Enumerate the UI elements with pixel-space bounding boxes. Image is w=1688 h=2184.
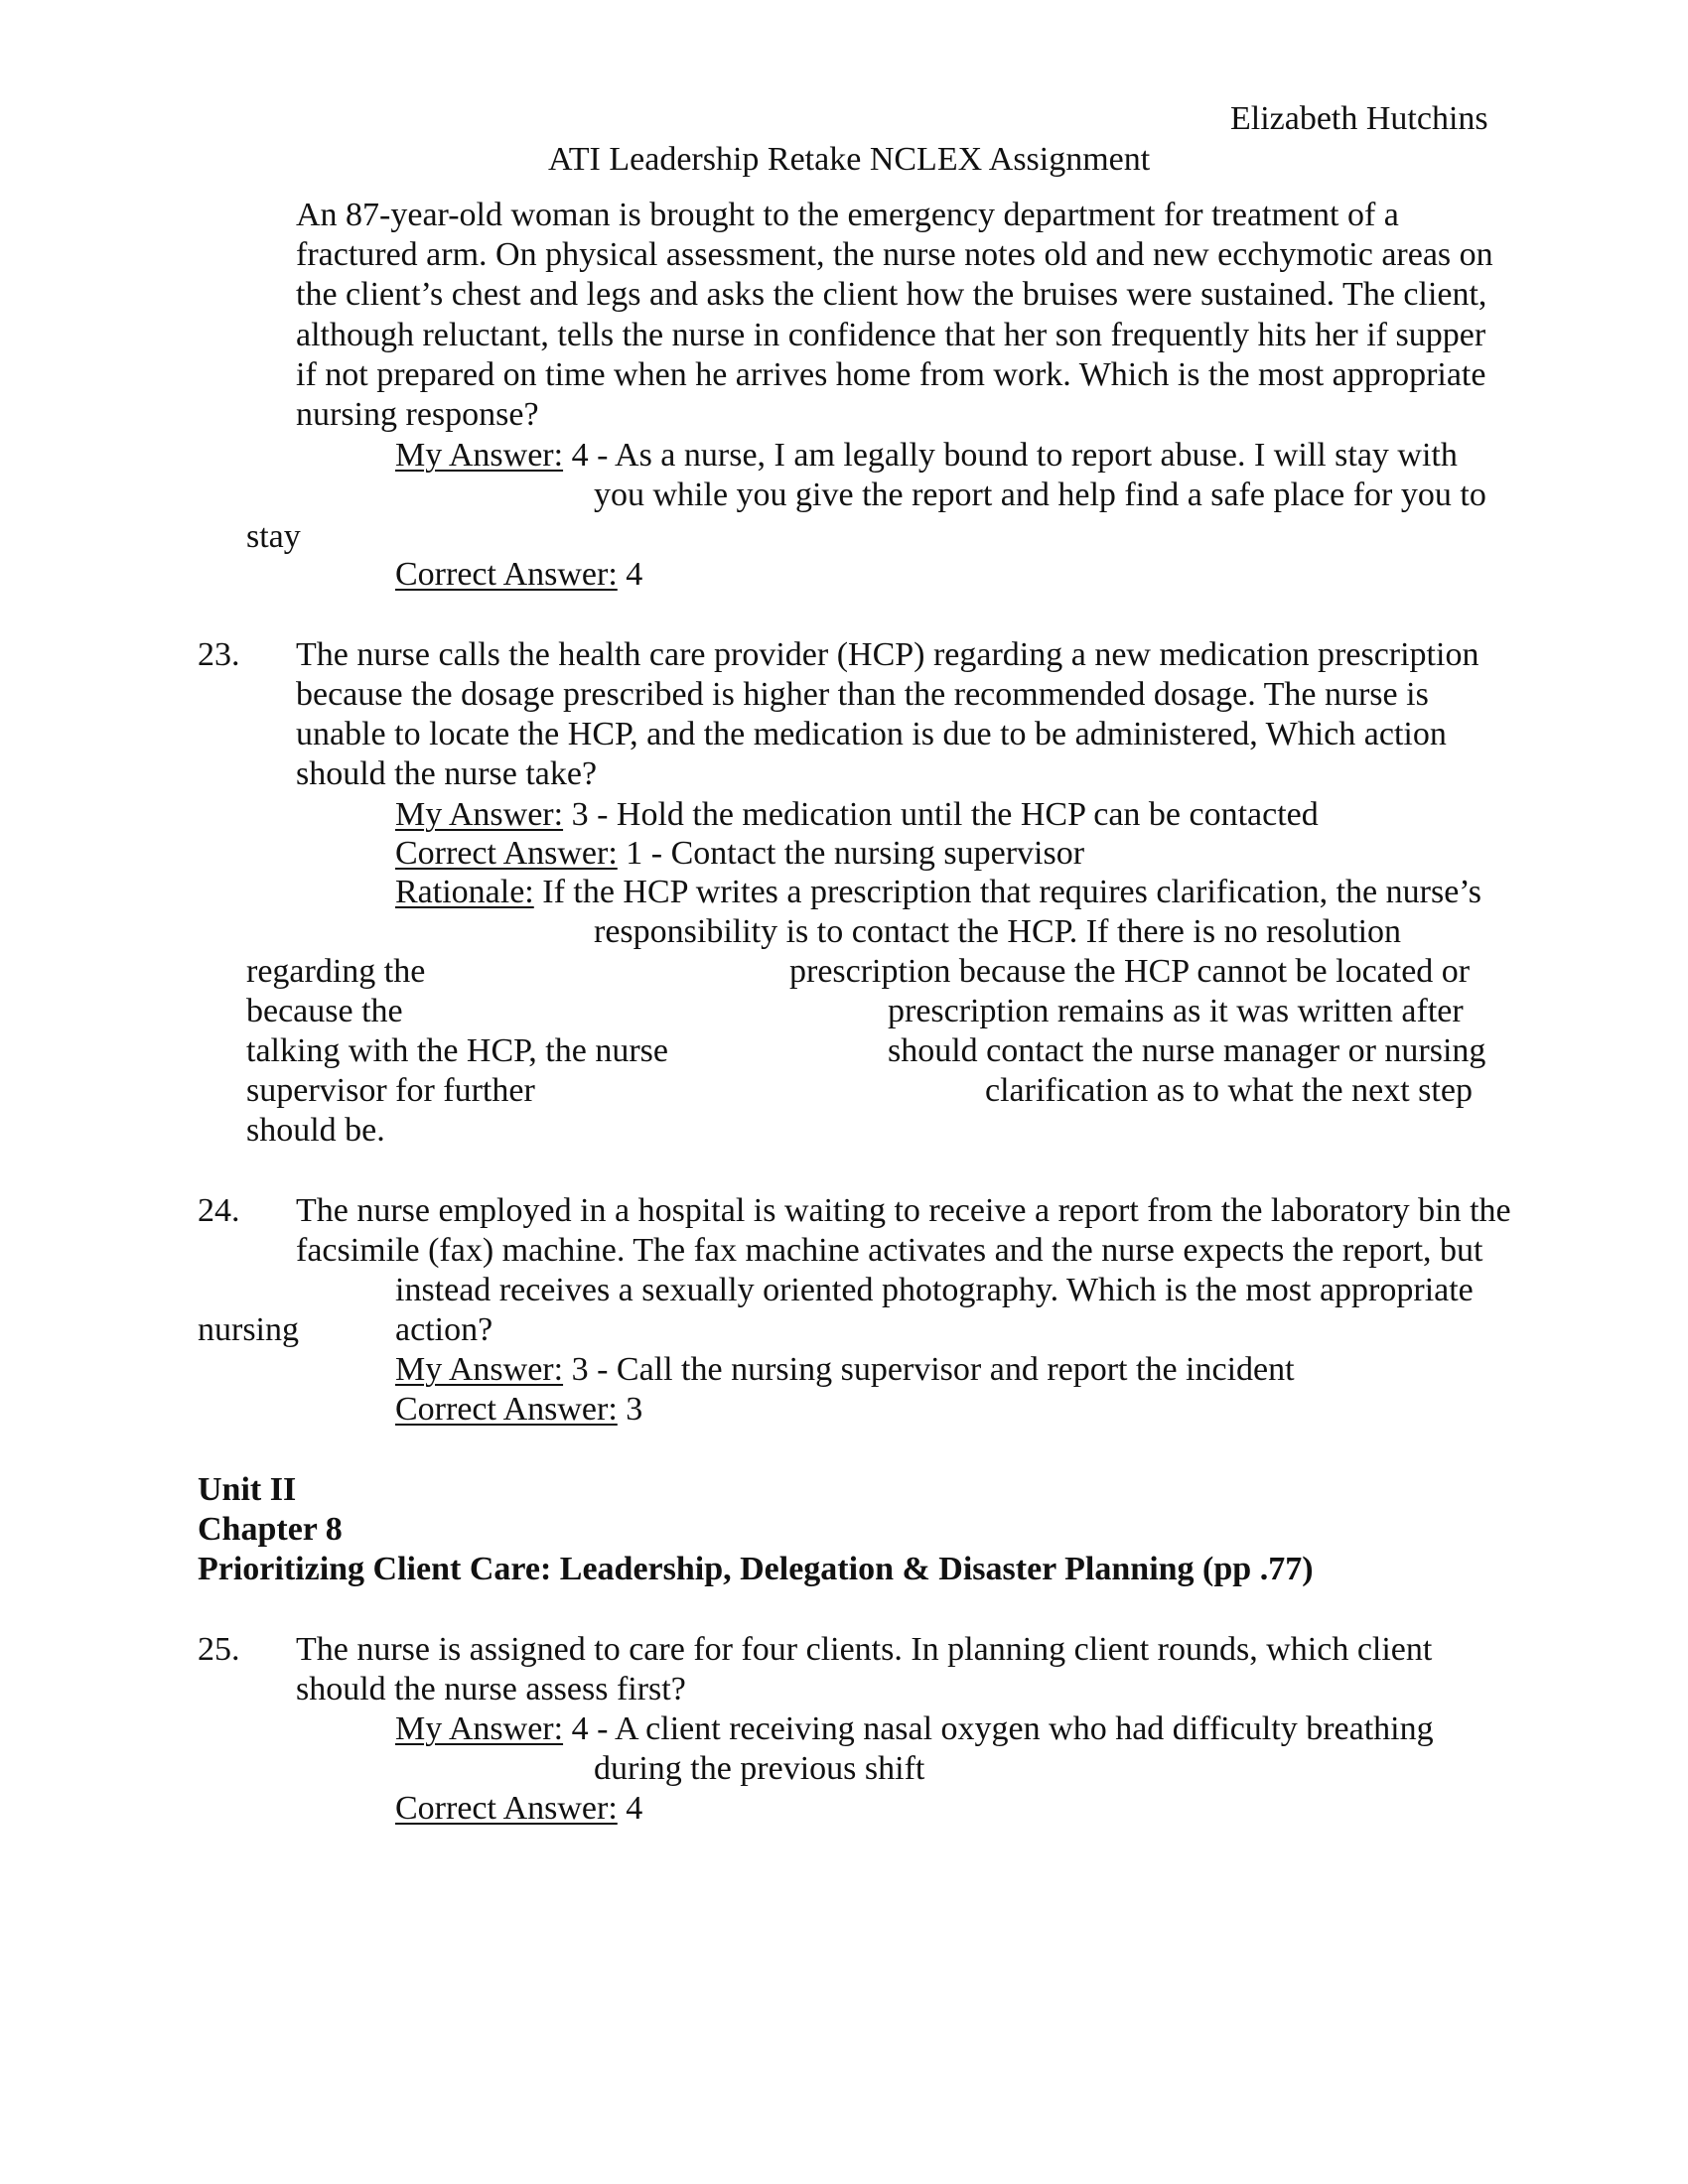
question-stem-line: should the nurse assess first? bbox=[296, 1671, 686, 1707]
question-stem-line: action? bbox=[395, 1311, 493, 1348]
my-answer-text: 3 - Hold the medication until the HCP can be contacted bbox=[563, 796, 1319, 833]
unit-heading: Unit II bbox=[198, 1471, 297, 1508]
my-answer-line bbox=[395, 795, 1319, 835]
question-stem-left-fragment: nursing bbox=[198, 1311, 299, 1348]
author-name: Elizabeth Hutchins bbox=[1230, 100, 1488, 137]
correct-answer-text: 3 bbox=[617, 1391, 643, 1428]
correct-answer-label: Correct Answer: bbox=[395, 835, 618, 872]
rationale-left-fragment: talking with the HCP, the nurse bbox=[246, 1032, 668, 1069]
correct-answer-text: 4 bbox=[617, 1790, 643, 1827]
my-answer-label: My Answer: bbox=[395, 796, 564, 833]
question-stem-line: facsimile (fax) machine. The fax machine activates and the nurse expects the report, but bbox=[296, 1232, 1483, 1269]
my-answer-continuation: stay bbox=[246, 518, 301, 555]
my-answer-line bbox=[395, 1709, 1434, 1749]
correct-answer-line bbox=[395, 834, 1084, 874]
chapter-title: Prioritizing Client Care: Leadership, Delegation & Disaster Planning (pp .77) bbox=[198, 1551, 1314, 1587]
rationale-right-fragment: prescription because the HCP cannot be located or bbox=[789, 953, 1471, 990]
question-number: 23. bbox=[198, 636, 240, 673]
chapter-heading: Chapter 8 bbox=[198, 1511, 343, 1548]
my-answer-line bbox=[395, 436, 1458, 476]
my-answer-text: 4 - As a nurse, I am legally bound to report abuse. I will stay with bbox=[563, 437, 1458, 474]
rationale-label: Rationale: bbox=[395, 874, 534, 910]
question-stem-line: although reluctant, tells the nurse in confidence that her son frequently hits her if supper bbox=[296, 317, 1486, 353]
question-stem-line: instead receives a sexually oriented photography. Which is the most appropriate bbox=[395, 1272, 1474, 1308]
rationale-continuation: responsibility is to contact the HCP. If there is no resolution bbox=[594, 913, 1402, 950]
question-stem-line: should the nurse take? bbox=[296, 755, 598, 792]
my-answer-text: 4 - A client receiving nasal oxygen who had difficulty breathing bbox=[563, 1710, 1434, 1747]
question-stem-line: The nurse is assigned to care for four clients. In planning client rounds, which client bbox=[296, 1631, 1433, 1668]
rationale-right-fragment: clarification as to what the next step bbox=[985, 1072, 1473, 1109]
my-answer-continuation: you while you give the report and help find a safe place for you to bbox=[594, 477, 1486, 513]
my-answer-label: My Answer: bbox=[395, 437, 564, 474]
question-stem-line: An 87-year-old woman is brought to the emergency department for treatment of a bbox=[296, 197, 1399, 233]
question-stem-line: The nurse calls the health care provider (HCP) regarding a new medication prescription bbox=[296, 636, 1479, 673]
correct-answer-line bbox=[395, 1390, 642, 1430]
my-answer-label: My Answer: bbox=[395, 1710, 564, 1747]
rationale-line bbox=[395, 873, 1481, 912]
rationale-left-fragment: regarding the bbox=[246, 953, 426, 990]
correct-answer-text: 4 bbox=[617, 556, 643, 593]
correct-answer-text: 1 - Contact the nursing supervisor bbox=[617, 835, 1085, 872]
my-answer-continuation: during the previous shift bbox=[594, 1750, 925, 1787]
question-stem-line: The nurse employed in a hospital is waiting to receive a report from the laboratory bin the bbox=[296, 1192, 1511, 1229]
rationale-left-fragment: because the bbox=[246, 993, 403, 1029]
question-stem-line: because the dosage prescribed is higher than the recommended dosage. The nurse is bbox=[296, 676, 1429, 713]
correct-answer-label: Correct Answer: bbox=[395, 1790, 618, 1827]
question-number: 25. bbox=[198, 1631, 240, 1668]
my-answer-label: My Answer: bbox=[395, 1351, 564, 1388]
rationale-left-fragment: supervisor for further bbox=[246, 1072, 535, 1109]
correct-answer-line bbox=[395, 1789, 642, 1829]
question-stem-line: nursing response? bbox=[296, 396, 539, 433]
question-number: 24. bbox=[198, 1192, 240, 1229]
question-stem-line: unable to locate the HCP, and the medication is due to be administered, Which action bbox=[296, 716, 1447, 752]
document-title: ATI Leadership Retake NCLEX Assignment bbox=[548, 141, 1151, 178]
correct-answer-label: Correct Answer: bbox=[395, 556, 618, 593]
question-stem-line: if not prepared on time when he arrives home from work. Which is the most appropriate bbox=[296, 356, 1486, 393]
question-stem-line: fractured arm. On physical assessment, the nurse notes old and new ecchymotic areas on bbox=[296, 236, 1493, 273]
question-stem-line: the client’s chest and legs and asks the client how the bruises were sustained. The client, bbox=[296, 276, 1487, 313]
rationale-right-fragment: prescription remains as it was written after bbox=[888, 993, 1464, 1029]
rationale-text: If the HCP writes a prescription that requires clarification, the nurse’s bbox=[533, 874, 1481, 910]
my-answer-text: 3 - Call the nursing supervisor and report the incident bbox=[563, 1351, 1295, 1388]
my-answer-line bbox=[395, 1350, 1295, 1390]
correct-answer-label: Correct Answer: bbox=[395, 1391, 618, 1428]
rationale-left-fragment: should be. bbox=[246, 1112, 385, 1149]
rationale-right-fragment: should contact the nurse manager or nursing bbox=[888, 1032, 1486, 1069]
correct-answer-line bbox=[395, 555, 642, 595]
